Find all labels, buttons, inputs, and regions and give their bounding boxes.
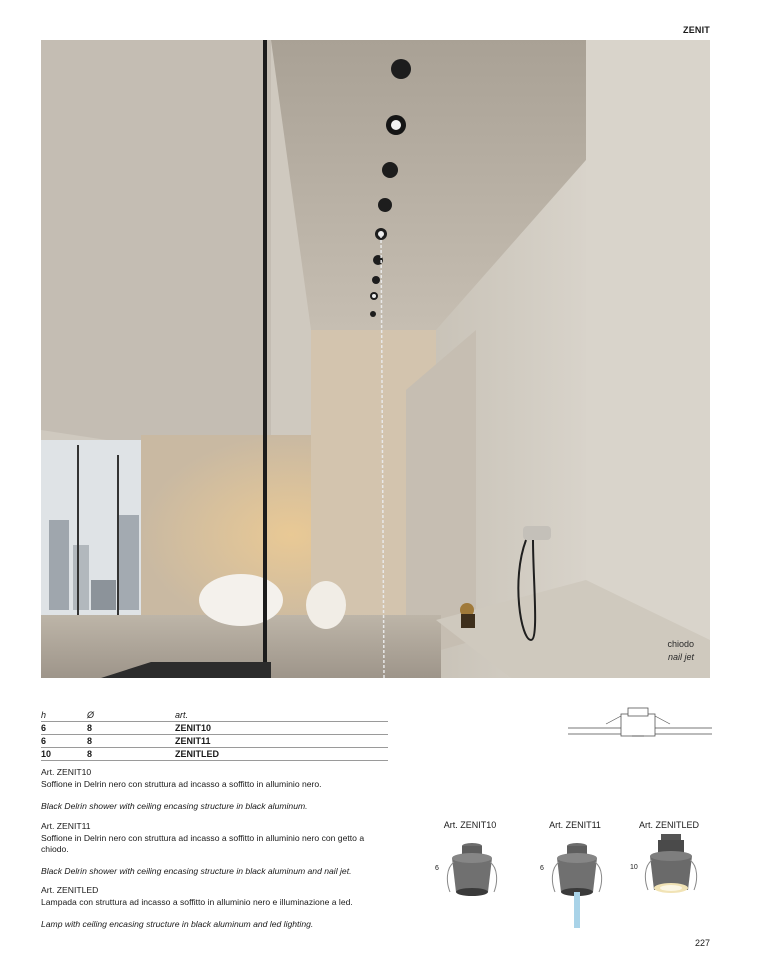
column-header: art. [175,709,388,722]
product-label-zenit10: Art. ZENIT10 [443,820,497,830]
table-row [41,722,388,735]
table-cell: 8 [87,748,175,761]
bathroom-illustration [41,40,710,678]
product-label-zenit11: Art. ZENIT11 [549,820,601,830]
brand-label: ZENIT [683,25,710,35]
height-value: 6 [540,865,544,872]
description-english: Lamp with ceiling encasing structure in black aluminum and led lighting. [41,919,314,929]
description-title: Art. ZENIT10 [41,767,92,777]
description-zenit10 [41,767,391,813]
table-cell: ZENIT10 [175,722,388,735]
zenitled-product-image [642,832,700,898]
product-label-zenitled: Art. ZENITLED [638,820,699,830]
description-english: Black Delrin shower with ceiling encasing structure in black aluminum and nail jet. [41,865,352,876]
table-cell: ZENITLED [175,748,388,761]
page-number: 227 [694,938,710,948]
ceiling-section-diagram [566,700,712,744]
photo-caption [667,638,694,664]
description-italian: Lampada con struttura ad incasso a soffitto in alluminio nero e illuminazione a led. [41,896,353,907]
spec-table [41,709,388,761]
description-title: Art. ZENIT11 [41,821,91,831]
column-header: Ø [87,709,175,722]
caption-italian: chiodo [667,639,694,649]
height-value: 10 [630,864,638,871]
table-row [41,735,388,748]
table-cell: 8 [87,722,175,735]
table-cell: 10 [41,748,87,761]
table-row [41,748,388,761]
description-italian: Soffione in Delrin nero con struttura ad incasso a soffitto in alluminio nero. [41,778,322,789]
zenit10-product-image [444,838,500,898]
table-cell: 6 [41,735,87,748]
table-cell: ZENIT11 [175,735,388,748]
description-title: Art. ZENITLED [41,885,99,895]
table-cell: 6 [41,722,87,735]
zenit11-product-image [549,838,605,930]
caption-english: nail jet [667,652,694,662]
table-cell: 8 [87,735,175,748]
description-zenitled [41,885,391,931]
column-header: h [41,709,87,722]
description-english: Black Delrin shower with ceiling encasing structure in black aluminum. [41,801,308,811]
table-header-row [41,709,388,722]
description-zenit11 [41,821,391,877]
height-value: 6 [435,865,439,872]
bathroom-photo [41,40,710,678]
description-italian: Soffione in Delrin nero con struttura ad incasso a soffitto in alluminio nero con getto a chiodo. [41,832,365,854]
